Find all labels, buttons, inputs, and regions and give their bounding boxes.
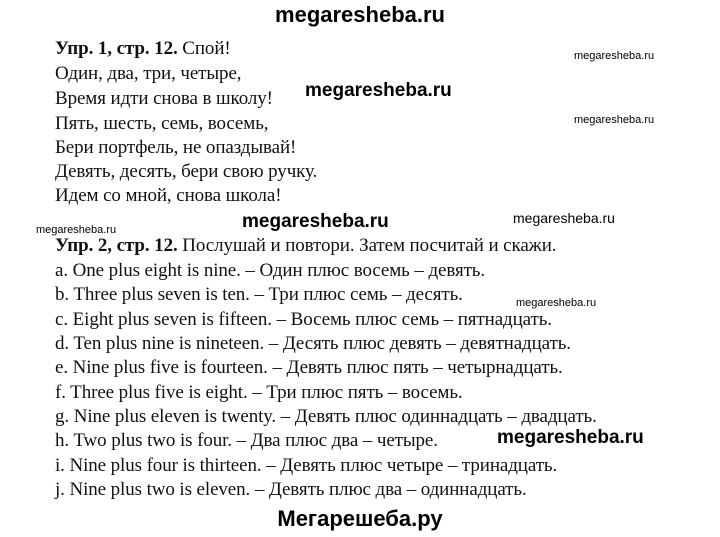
exercise1-line: Бери портфель, не опаздывай! — [55, 137, 297, 158]
exercise2-line: g. Nine plus eleven is twenty. – Девять плюс одиннадцать – двадцать. — [55, 406, 597, 427]
exercise1-line: Идем со мной, снова школа! — [55, 185, 282, 206]
watermark: megaresheba.ru — [516, 297, 597, 309]
exercise2-line: e. Nine plus five is fourteen. – Девять плюс пять – четырнадцать. — [55, 357, 563, 378]
exercise2-line: h. Two plus two is four. – Два плюс два – четыре. — [55, 430, 438, 451]
exercise2-line: f. Three plus five is eight. – Три плюс пять – восемь. — [55, 382, 463, 403]
exercise2-line: c. Eight plus seven is fifteen. – Восемь плюс семь – пятнадцать. — [55, 309, 552, 330]
exercise1-line: Один, два, три, четыре, — [55, 63, 242, 84]
exercise2-line: i. Nine plus four is thirteen. – Девять плюс четыре – тринадцать. — [55, 455, 558, 476]
watermark-bottom: Мегарешеба.ру — [277, 506, 443, 531]
exercise2-line: a. One plus eight is nine. – Один плюс восемь – девять. — [55, 260, 486, 281]
exercise2-header — [55, 235, 556, 257]
watermark: megaresheba.ru — [497, 427, 644, 448]
watermark-top: megaresheba.ru — [275, 2, 445, 27]
watermark: megaresheba.ru — [574, 50, 655, 62]
watermark: megaresheba.ru — [513, 210, 615, 226]
exercise2-instruction: Послушай и повтори. Затем посчитай и скажи. — [182, 235, 557, 256]
exercise1-line: Девять, десять, бери свою ручку. — [55, 161, 318, 182]
watermark: megaresheba.ru — [574, 114, 655, 126]
exercise2-line: j. Nine plus two is eleven. – Девять плюс два – одиннадцать. — [55, 479, 527, 500]
exercise2-line: b. Three plus seven is ten. – Три плюс семь – десять. — [55, 284, 463, 305]
watermark: megaresheba.ru — [305, 80, 452, 101]
exercise2-heading: Упр. 2, стр. 12. — [55, 235, 178, 256]
exercise1-line: Пять, шесть, семь, восемь, — [55, 113, 269, 134]
exercise1-line: Время идти снова в школу! — [55, 88, 273, 109]
exercise1-heading: Упр. 1, стр. 12. — [55, 38, 178, 59]
exercise1-instruction: Спой! — [182, 38, 231, 59]
exercise1-header — [55, 38, 231, 60]
exercise2-line: d. Ten plus nine is nineteen. – Десять плюс девять – девятнадцать. — [55, 333, 571, 354]
watermark: megaresheba.ru — [242, 211, 389, 232]
watermark: megaresheba.ru — [36, 224, 117, 236]
